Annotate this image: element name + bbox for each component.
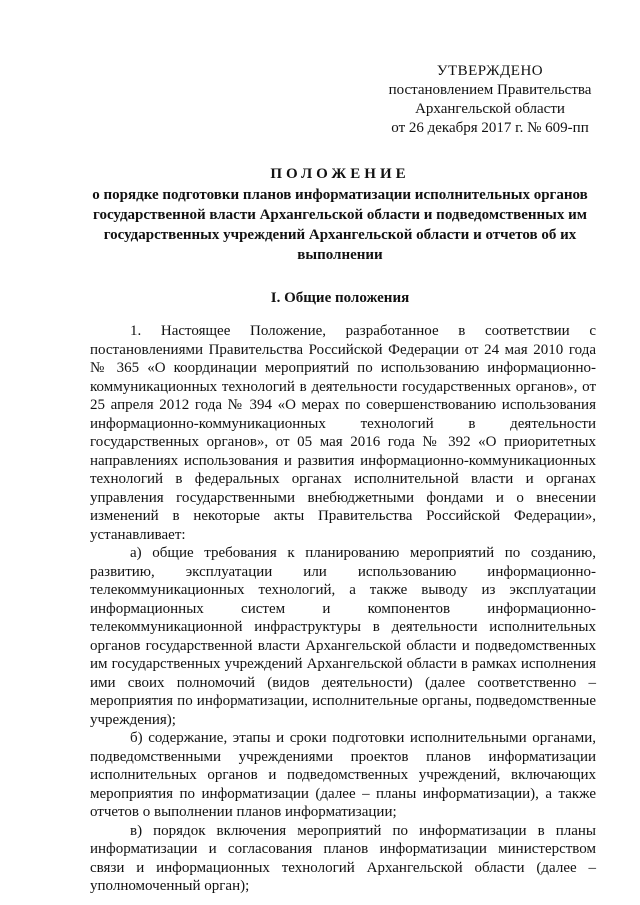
paragraph-a: а) общие требования к планированию мероприятий по созданию, развитию, эксплуатации или использованию информационно-телекоммуникационных технологий, а также выводу из эксплуатации информационных систем и компонентов информационно-телекоммуникационной инфраструктуры в деятельности исполнительных органов государственной власти Архангельской области и подведомственных им государственных учреждений Архангельской области в рамках исполнения ими своих полномочий (видов деятельности) (далее соответственно – мероприятия по информатизации, исполнительные органы, подведомственные учреждения);: [90, 545, 596, 728]
document-title: ПОЛОЖЕНИЕ: [270, 166, 410, 182]
document-title-block: [60, 164, 620, 265]
paragraph-c: в) порядок включения мероприятий по информатизации в планы информатизации и согласования планов информатизации министерством связи и информационных технологий Архангельской области (далее – уполномоченный орган);: [90, 822, 596, 894]
approval-line-3: от 26 декабря 2017 г. № 609-пп: [391, 120, 589, 136]
approval-line-2: Архангельской области: [415, 101, 565, 117]
section-heading: I. Общие положения: [270, 290, 410, 306]
paragraph-1: 1. Настоящее Положение, разработанное в соответствии с постановлениями Правительства Российской Федерации от 24 мая 2010 года № 365 «О координации мероприятий по использованию информационно-коммуникационных технологий в деятельности государственных органов», от 25 апреля 2012 года № 394 «О мерах по совершенствованию использования информационно-коммуникационных технологий в деятельности государственных органов», от 05 мая 2016 года № 392 «О приоритетных направлениях использования и развития информационно-коммуникационных технологий в федеральных органах исполнительной власти и органах управления государственными внебюджетными фондами и о внесении изменений в некоторые акты Правительства Российской Федерации», устанавливает:: [90, 323, 596, 543]
document-subtitle: о порядке подготовки планов информатизации исполнительных органов государственной власти Архангельской области и подведомственных им государственных учреждений Архангельской области и отчетов об их выполнении: [92, 187, 588, 263]
approval-stamp: [340, 62, 640, 138]
approval-line-1: постановлением Правительства: [388, 82, 592, 98]
paragraph-b: б) содержание, этапы и сроки подготовки исполнительными органами, подведомственными учреждениями проектов планов информатизации исполнительных органов и подведомственных учреждений, включающих мероприятия по информатизации (далее – планы информатизации), а также отчетов о выполнении планов информатизации;: [90, 730, 596, 820]
approval-label: УТВЕРЖДЕНО: [436, 63, 544, 79]
document-body: [90, 322, 596, 896]
